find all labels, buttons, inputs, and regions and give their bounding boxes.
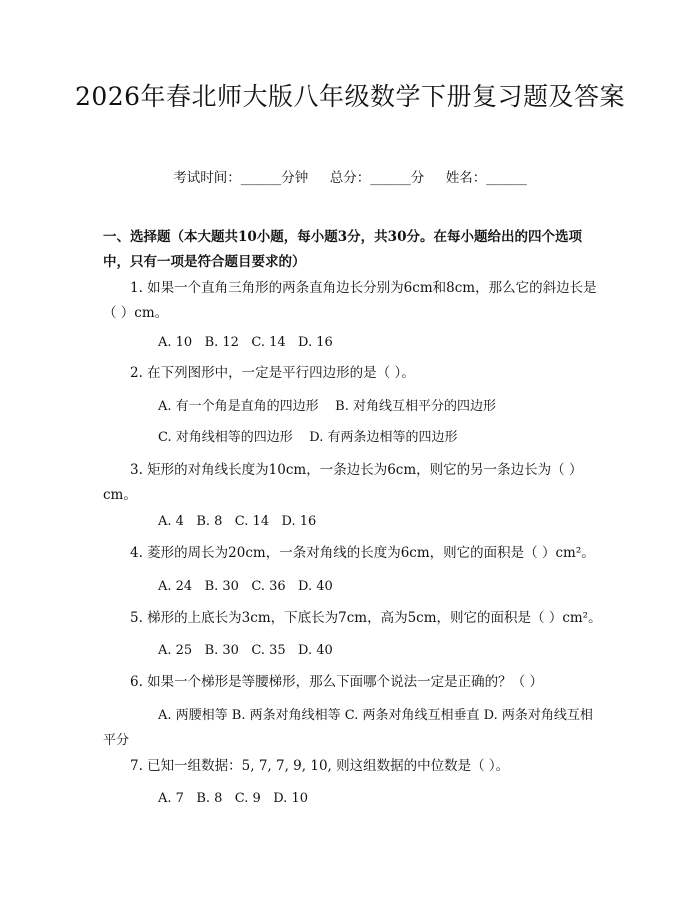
question-6-options-text: A. 两腰相等 B. 两条对角线相等 C. 两条对角线互相垂直 D. 两条对角线互相平分 (103, 708, 593, 748)
section-heading: 一、选择题（本大题共10小题，每小题3分，共30分。在每小题给出的四个选项中，只有一项是符合题目要求的） (103, 229, 582, 270)
question-3-options: A. 4 B. 8 C. 14 D. 16 (158, 514, 317, 529)
question-2-options-row-1: A. 有一个角是直角的四边形 B. 对角线互相平分的四边形 (158, 399, 497, 414)
document-title: 2026年春北师大版八年级数学下册复习题及答案 (74, 82, 626, 111)
question-5 (103, 606, 603, 631)
question-6-text: 6. 如果一个梯形是等腰梯形，那么下面哪个说法一定是正确的？（ ） (130, 674, 543, 690)
question-1-text: 1. 如果一个直角三角形的两条直角边长分别为6cm和8cm，那么它的斜边长是（ ）cm。 (103, 280, 597, 321)
question-2 (103, 361, 603, 386)
question-2-options-row-2: C. 对角线相等的四边形 D. 有两条边相等的四边形 (158, 430, 458, 445)
question-6-options (103, 703, 603, 753)
question-6 (103, 670, 603, 695)
question-3-text: 3. 矩形的对角线长度为10cm，一条边长为6cm，则它的另一条边长为（ ）cm。 (103, 462, 583, 503)
question-7 (103, 754, 603, 779)
question-7-text: 7. 已知一组数据：5, 7, 7, 9, 10, 则这组数据的中位数是（ ）。 (130, 758, 510, 774)
question-2-text: 2. 在下列图形中，一定是平行四边形的是（ ）。 (130, 365, 415, 381)
exam-meta-line: 考试时间：______分钟 总分：______分 姓名：______ (173, 170, 527, 186)
question-5-options: A. 25 B. 30 C. 35 D. 40 (158, 643, 333, 658)
question-1-options: A. 10 B. 12 C. 14 D. 16 (158, 335, 333, 350)
question-4-options: A. 24 B. 30 C. 36 D. 40 (158, 579, 333, 594)
question-1 (103, 276, 603, 326)
question-4 (103, 541, 603, 566)
question-5-text: 5. 梯形的上底长为3cm，下底长为7cm，高为5cm，则它的面积是（ ）cm²。 (130, 610, 602, 626)
question-4-text: 4. 菱形的周长为20cm，一条对角线的长度为6cm，则它的面积是（ ）cm²。 (130, 545, 595, 561)
question-3 (103, 458, 603, 508)
question-7-options: A. 7 B. 8 C. 9 D. 10 (158, 791, 308, 806)
